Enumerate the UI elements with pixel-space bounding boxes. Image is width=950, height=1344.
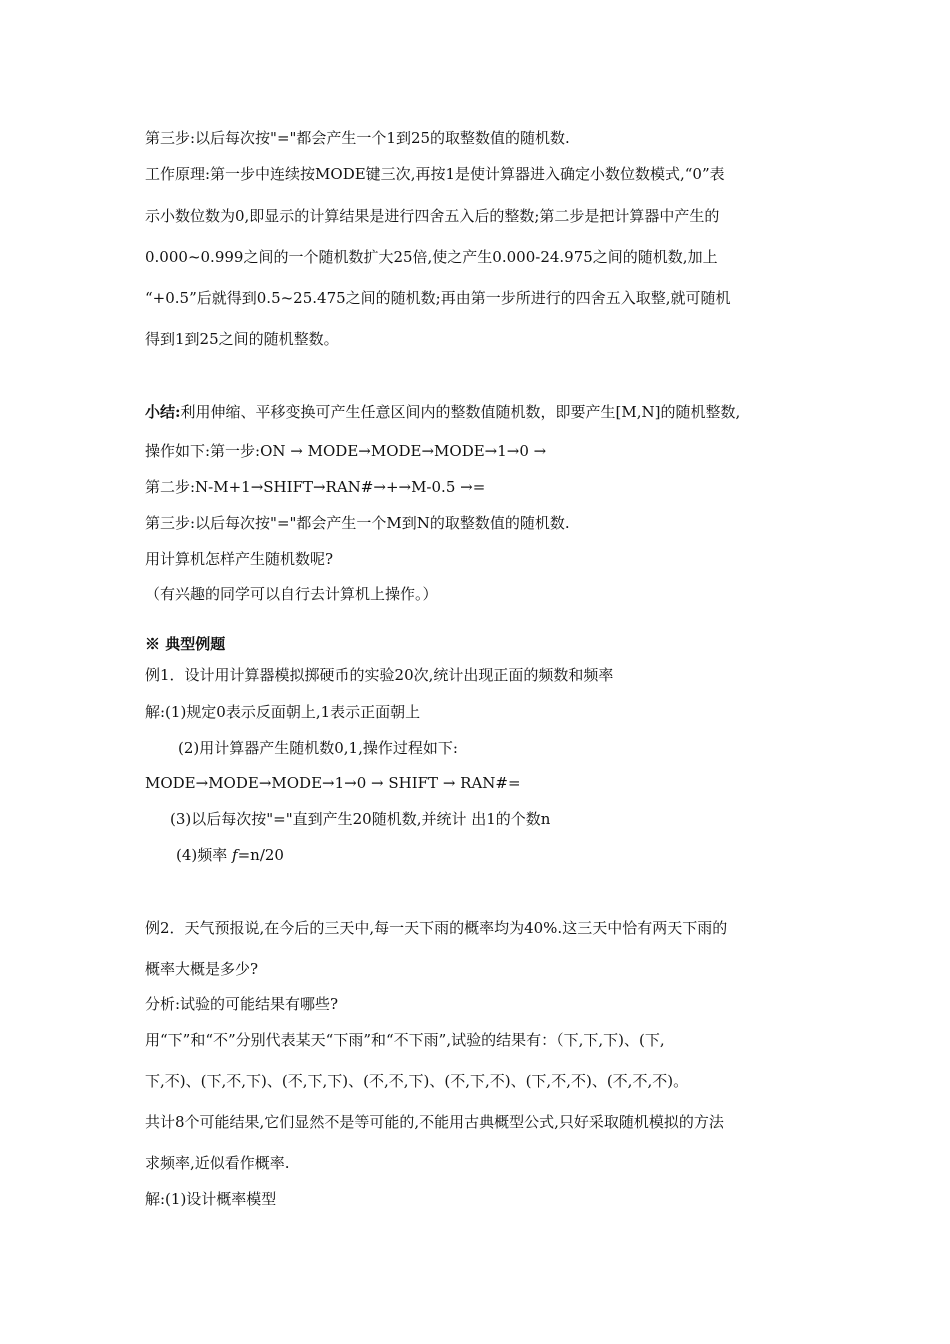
summary-text: 利用伸缩、平移变换可产生任意区间内的整数值随机数，即要产生[M,N]的随机整数, [180,403,741,421]
paragraph-principle-4: “+0.5”后就得到0.5~25.475之间的随机数;再由第一步所进行的四舍五入取整,就可随机 [145,289,731,307]
example1-step1: 解:(1)规定0表示反面朝上,1表示正面朝上 [145,703,421,721]
solution-step1: 解:(1)设计概率模型 [145,1190,277,1208]
example1-step4: (4)频率 f=n/20 [176,846,284,864]
analysis-outcomes-4: 求频率,近似看作概率. [145,1154,290,1172]
example2-title: 例2．天气预报说,在今后的三天中,每一天下雨的概率均为40%.这三天中恰有两天下雨的 [145,919,728,937]
example1-step2: (2)用计算器产生随机数0,1,操作过程如下: [178,739,458,757]
paragraph-principle-3: 0.000~0.999之间的一个随机数扩大25倍,使之产生0.000-24.975之间的随机数,加上 [145,248,718,266]
analysis-outcomes-3: 共计8个可能结果,它们显然不是等可能的,不能用古典概型公式,只好采取随机模拟的方法 [145,1113,724,1131]
summary-step2: 第二步:N-M+1→SHIFT→RAN#→+→M-0.5 →= [145,478,486,496]
paragraph-principle-1: 工作原理:第一步中连续按MODE键三次,再按1是使计算器进入确定小数位数模式,“0”表 [145,165,725,183]
analysis-outcomes-1: 用“下”和“不”分别代表某天“下雨”和“不下雨”,试验的结果有：（下,下,下)、(下, [145,1031,665,1049]
paragraph-principle-5: 得到1到25之间的随机整数。 [145,330,339,348]
summary-note: （有兴趣的同学可以自行去计算机上操作。） [145,585,438,603]
summary-step3: 第三步:以后每次按"="都会产生一个M到N的取整数值的随机数. [145,514,570,532]
analysis-outcomes-2: 下,不)、(下,不,下)、(不,下,下)、(不,不,下)、(不,下,不)、(下,不,不)、(不,不,不)。 [145,1072,689,1090]
frequency-variable: f [232,846,238,864]
section-heading: ※ 典型例题 [145,635,226,653]
analysis-question: 分析:试验的可能结果有哪些? [145,995,339,1013]
paragraph-step3: 第三步:以后每次按"="都会产生一个1到25的取整数值的随机数. [145,129,570,147]
summary-question: 用计算机怎样产生随机数呢? [145,550,334,568]
summary-label: 小结: [145,403,181,421]
example1-title: 例1．设计用计算器模拟掷硬币的实验20次,统计出现正面的频数和频率 [145,666,614,684]
paragraph-principle-2: 示小数位数为0,即显示的计算结果是进行四舍五入后的整数;第二步是把计算器中产生的 [145,207,720,225]
summary-step1: 操作如下:第一步:ON → MODE→MODE→MODE→1→0 → [145,442,547,460]
example1-step3: (3)以后每次按"="直到产生20随机数,并统计 出1的个数n [170,810,551,828]
summary-line [145,402,740,422]
example2-title-cont: 概率大概是多少? [145,960,259,978]
example1-keys: MODE→MODE→MODE→1→0 → SHIFT → RAN#= [145,774,521,792]
